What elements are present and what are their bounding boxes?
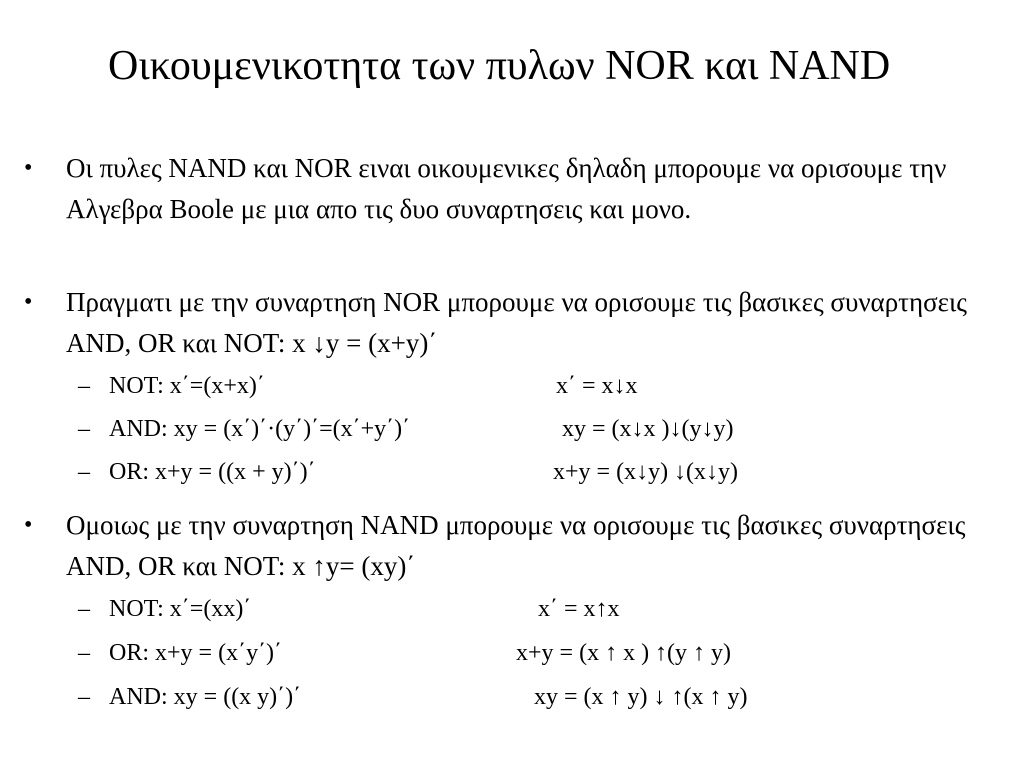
nor-and-rhs: xy = (x↓x )↓(y↓y) xyxy=(562,416,734,442)
bullet-universality xyxy=(24,148,999,230)
bullet-text: Οι πυλες NAND και NOR ειναι οικουμενικες δηλαδη μπορουμε να ορισουμε την Αλγεβρα Boole με μια απο τις δυο συναρτησεις και μονο. xyxy=(66,153,947,224)
sub-dash: – xyxy=(78,640,90,666)
nor-not-rhs: x΄ = x↓x xyxy=(556,373,638,399)
bullet-nand xyxy=(24,505,999,587)
sub-dash: – xyxy=(78,416,90,442)
nand-not-rhs: x΄ = x↑x xyxy=(538,596,620,622)
sub-dash: – xyxy=(78,684,90,710)
bullet-text: Ομοιως με την συναρτηση NAND μπορουμε να ορισουμε τις βασικες συναρτησεις AND, OR και NOT: x ↑y= (xy)΄ xyxy=(66,510,966,581)
bullet-nor xyxy=(24,282,999,364)
sub-dash: – xyxy=(78,596,90,622)
nand-or-lhs: OR: x+y = (x΄y΄)΄ xyxy=(109,640,283,666)
nor-not-lhs: NOT: x΄=(x+x)΄ xyxy=(109,373,265,399)
nand-or-rhs: x+y = (x ↑ x ) ↑(y ↑ y) xyxy=(516,640,732,666)
bullet-marker: • xyxy=(24,289,33,315)
nand-not-lhs: NOT: x΄=(xx)΄ xyxy=(109,596,252,622)
nor-and-lhs: AND: xy = (x΄)΄·(y΄)΄=(x΄+y΄)΄ xyxy=(109,416,411,442)
sub-dash: – xyxy=(78,373,90,399)
nor-or-lhs: OR: x+y = ((x + y)΄)΄ xyxy=(109,459,316,485)
bullet-text: Πραγματι με την συναρτηση NOR μπορουμε να ορισουμε τις βασικες συναρτησεις AND, OR και NOT: x ↓y = (x+y)΄ xyxy=(66,287,967,358)
bullet-marker: • xyxy=(24,155,33,181)
nor-or-rhs: x+y = (x↓y) ↓(x↓y) xyxy=(553,459,739,485)
nand-and-lhs: AND: xy = ((x y)΄)΄ xyxy=(109,684,302,710)
bullet-marker: • xyxy=(24,512,33,538)
nand-and-rhs: xy = (x ↑ y) ↓ ↑(x ↑ y) xyxy=(534,684,748,710)
sub-dash: – xyxy=(78,459,90,485)
slide-title: Οικουμενικοτητα των πυλων NOR και NAND xyxy=(108,43,891,89)
